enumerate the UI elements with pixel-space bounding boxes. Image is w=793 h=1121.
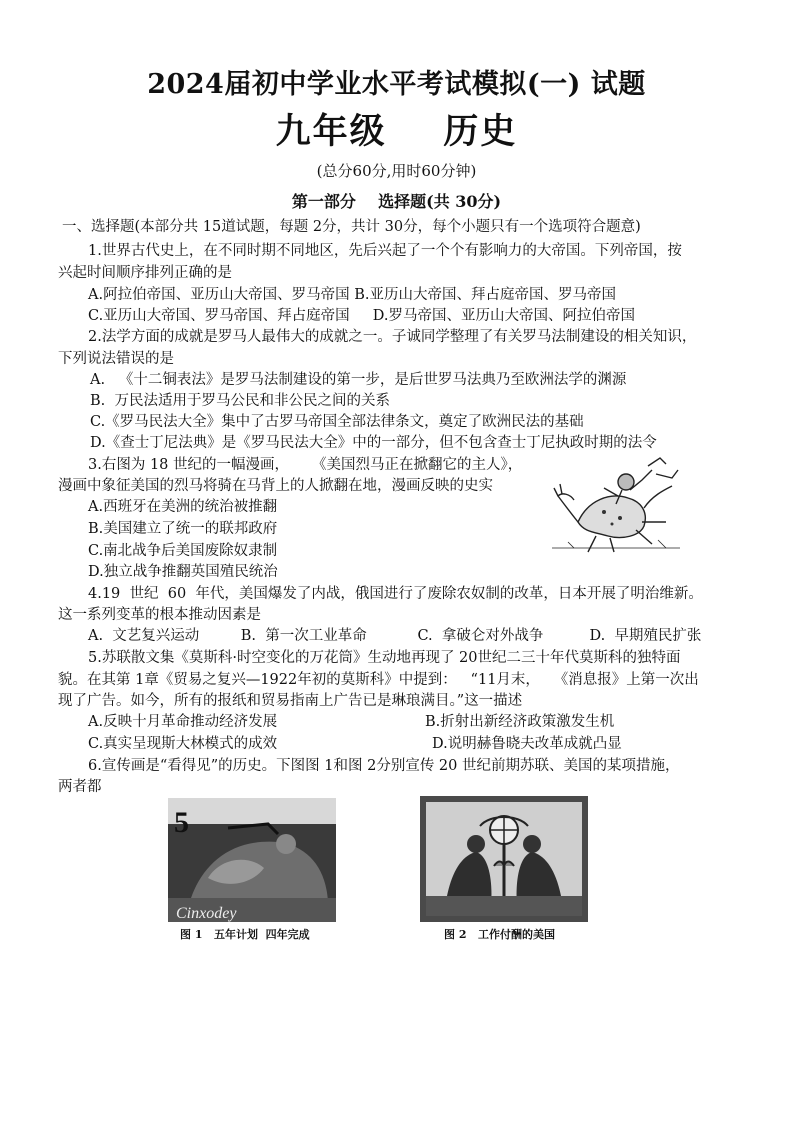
horse-cartoon-drawing [548,452,684,554]
q3-stem-line1: 3.右图为 18 世纪的一幅漫画， 《美国烈马正在掀翻它的主人》， [88,457,523,473]
q3-option-b: B.美国建立了统一的联邦政府 [88,521,278,537]
q5-stem-line2: 貌。在其第 1章《贸易之复兴—1922年初的莫斯科》中提到： “11月末， 《消息报》上第一次出 [58,672,699,688]
q3-option-d: D.独立战争推翻英国殖民统治 [88,564,278,580]
q5-option-d: D.说明赫鲁晓夫改革成就凸显 [432,736,622,752]
poster1-drawing [168,798,336,922]
q2-option-d: D.《查士丁尼法典》是《罗马民法大全》中的一部分，但不包含查士丁尼执政时期的法令 [90,435,657,451]
q2-option-c: C.《罗马民法大全》集中了古罗马帝国全部法律条文，奠定了欧洲民法的基础 [90,414,584,430]
q4-stem-line1: 4.19 世纪 60 年代，美国爆发了内战，俄国进行了废除农奴制的改革，日本开展了明治维新。 [88,586,703,602]
score-time-info: (总分60分,用时60分钟) [316,162,477,180]
q4-stem-line2: 这一系列变革的根本推动因素是 [58,607,261,623]
q1-options-cd: C.亚历山大帝国、罗马帝国、拜占庭帝国 D.罗马帝国、亚历山大帝国、阿拉伯帝国 [88,308,635,324]
q2-option-a: A. 《十二铜表法》是罗马法制建设的第一步，是后世罗马法典乃至欧洲法学的渊源 [90,372,627,388]
q1-stem-line1: 1.世界古代史上，在不同时期不同地区，先后兴起了一个个有影响力的大帝国。下列帝国，按 [88,243,682,259]
poster1-number: 5 [174,806,189,839]
q3-stem-line2: 漫画中象征美国的烈马将骑在马背上的人掀翻在地，漫画反映的史实 [58,478,493,494]
section-instructions: 一、选择题(本部分共 15道试题，每题 2分，共计 30分，每个小题只有一个选项符合题意) [62,219,641,235]
q6-stem-line1: 6.宣传画是“看得见”的历史。下图图 1和图 2分别宣传 20 世纪前期苏联、美国的某项措施， [88,758,680,774]
part-heading: 第一部分 选择题(共 30分) [291,192,502,211]
q4-options: A. 文艺复兴运动 B. 第一次工业革命 C. 拿破仑对外战争 D. 早期殖民扩张 [88,628,702,644]
q2-stem-line1: 2.法学方面的成就是罗马人最伟大的成就之一。子诚同学整理了有关罗马法制建设的相关知识， [88,329,697,345]
q5-stem-line1: 5.苏联散文集《莫斯科·时空变化的万花筒》生动地再现了 20世纪二三十年代莫斯科的独特面 [88,650,681,666]
q5-option-a: A.反映十月革命推动经济发展 [88,714,278,730]
figure-2-american-poster [420,796,588,922]
q3-option-a: A.西班牙在美洲的统治被推翻 [88,499,278,515]
grade-subject-title: 九年级 历史 [275,111,518,152]
poster2-drawing [420,796,588,922]
exam-title: 2024届初中学业水平考试模拟(一) 试题 [147,69,646,100]
q2-stem-line2: 下列说法错误的是 [58,351,174,367]
horse-cartoon-image [548,452,684,554]
figure-2-caption: 图 2 工作付酬的美国 [444,928,555,941]
poster1-bottom-text: Cinxodey [176,905,237,922]
figure-1-caption: 图 1 五年计划 四年完成 [180,928,310,941]
q5-option-b: B.折射出新经济政策激发生机 [425,714,615,730]
q1-options-ab: A.阿拉伯帝国、亚历山大帝国、罗马帝国 B.亚历山大帝国、拜占庭帝国、罗马帝国 [88,287,616,303]
q5-stem-line3: 现了广告。如今，所有的报纸和贸易指南上广告已是琳琅满目。”这一描述 [58,693,523,709]
q1-stem-line2: 兴起时间顺序排列正确的是 [58,265,232,281]
q6-stem-line2: 两者都 [58,779,102,795]
figure-1-soviet-poster [168,798,336,922]
q2-option-b: B. 万民法适用于罗马公民和非公民之间的关系 [90,393,390,409]
q3-option-c: C.南北战争后美国废除奴隶制 [88,543,278,559]
q5-option-c: C.真实呈现斯大林模式的成效 [88,736,278,752]
